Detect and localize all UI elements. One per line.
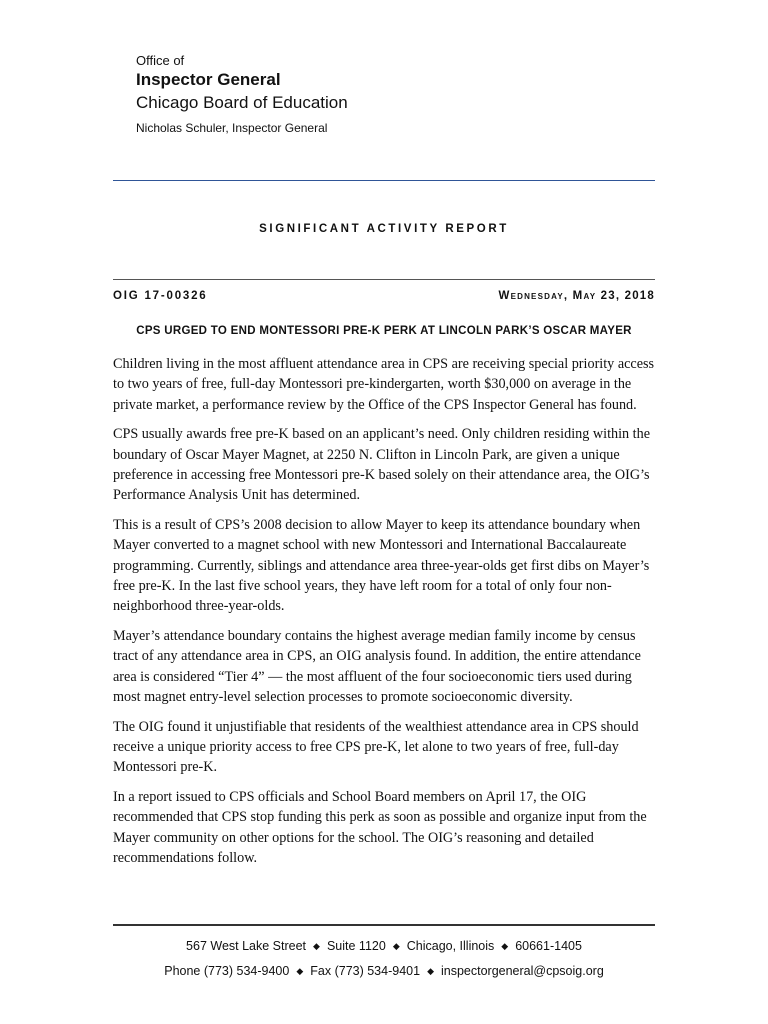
body-paragraph: Children living in the most affluent attendance area in CPS are receiving special priority access to two years of free, full-day Montessori pre-kindergarten, worth $30,000 on average in the private market, a performance review by the Office of the CPS Inspector General has found. bbox=[113, 356, 655, 413]
header-divider bbox=[113, 180, 655, 181]
letterhead-title: Inspector General bbox=[136, 70, 281, 89]
footer-suite: Suite 1120 bbox=[326, 939, 386, 953]
body-paragraph: In a report issued to CPS officials and School Board members on April 17, the OIG recommended that CPS stop funding this perk as soon as possible and organize input from the Mayer community on other options for the school. The OIG’s reasoning and detailed recommendations follow. bbox=[113, 789, 647, 867]
diamond-icon: ◆ bbox=[501, 941, 509, 951]
body-paragraph: CPS usually awards free pre-K based on an applicant’s need. Only children residing within the boundary of Oscar Mayer Magnet, at 2250 N. Clifton in Lincoln Park, are given a unique preference in accessing free Montessori pre-K based solely on their attendance area, the OIG’s Performance Analysis Unit has determined. bbox=[113, 426, 651, 504]
footer-fax: Fax (773) 534-9401 bbox=[310, 964, 421, 978]
diamond-icon: ◆ bbox=[313, 941, 320, 951]
footer-address-line bbox=[113, 934, 655, 959]
footer-phone: Phone (773) 534-9400 bbox=[164, 964, 290, 978]
headline: CPS URGED TO END MONTESSORI PRE-K PERK AT LINCOLN PARK’S OSCAR MAYER bbox=[136, 325, 632, 337]
letterhead-office: Office of bbox=[136, 53, 185, 68]
footer-divider bbox=[113, 924, 655, 926]
diamond-icon: ◆ bbox=[296, 966, 304, 976]
diamond-icon: ◆ bbox=[392, 941, 400, 951]
report-date: Wednesday, May 23, 2018 bbox=[498, 290, 655, 302]
body-paragraph: This is a result of CPS’s 2008 decision to allow Mayer to keep its attendance boundary when Mayer converted to a magnet school with new Montessori and International Baccalaureate programming. Currently, siblings and attendance area three-year-olds get first dibs on Mayer’s free pre-K. In the last five school years, they have left room for a total of only four non-neighborhood three-year-olds. bbox=[113, 517, 650, 615]
footer-email[interactable]: inspectorgeneral@cpsoig.org bbox=[440, 964, 604, 978]
footer-zip: 60661-1405 bbox=[515, 939, 582, 953]
footer-street: 567 West Lake Street bbox=[186, 939, 307, 953]
report-body bbox=[113, 354, 658, 878]
report-title: SIGNIFICANT ACTIVITY REPORT bbox=[259, 223, 509, 235]
title-divider bbox=[113, 279, 655, 280]
body-paragraph: The OIG found it unjustifiable that residents of the wealthiest attendance area in CPS should receive a unique priority access to free CPS pre-K, let alone to two years of free, full-day Montessori pre-K. bbox=[113, 718, 639, 776]
letterhead bbox=[136, 52, 348, 137]
body-paragraph: Mayer’s attendance boundary contains the highest average median family income by census tract of any attendance area in CPS, an OIG analysis found. In addition, the entire attendance area is considered “Tier 4” — the most affluent of the four socioeconomic tiers used during most magnet entry-level selection processes to promote socioeconomic diversity. bbox=[113, 628, 641, 705]
footer bbox=[113, 934, 655, 984]
footer-contact-line bbox=[113, 959, 655, 984]
case-number: OIG 17-00326 bbox=[113, 290, 208, 302]
diamond-icon: ◆ bbox=[427, 966, 434, 976]
letterhead-inspector-name: Nicholas Schuler, Inspector General bbox=[136, 121, 328, 135]
letterhead-board: Chicago Board of Education bbox=[136, 93, 348, 112]
footer-city: Chicago, Illinois bbox=[406, 939, 495, 953]
